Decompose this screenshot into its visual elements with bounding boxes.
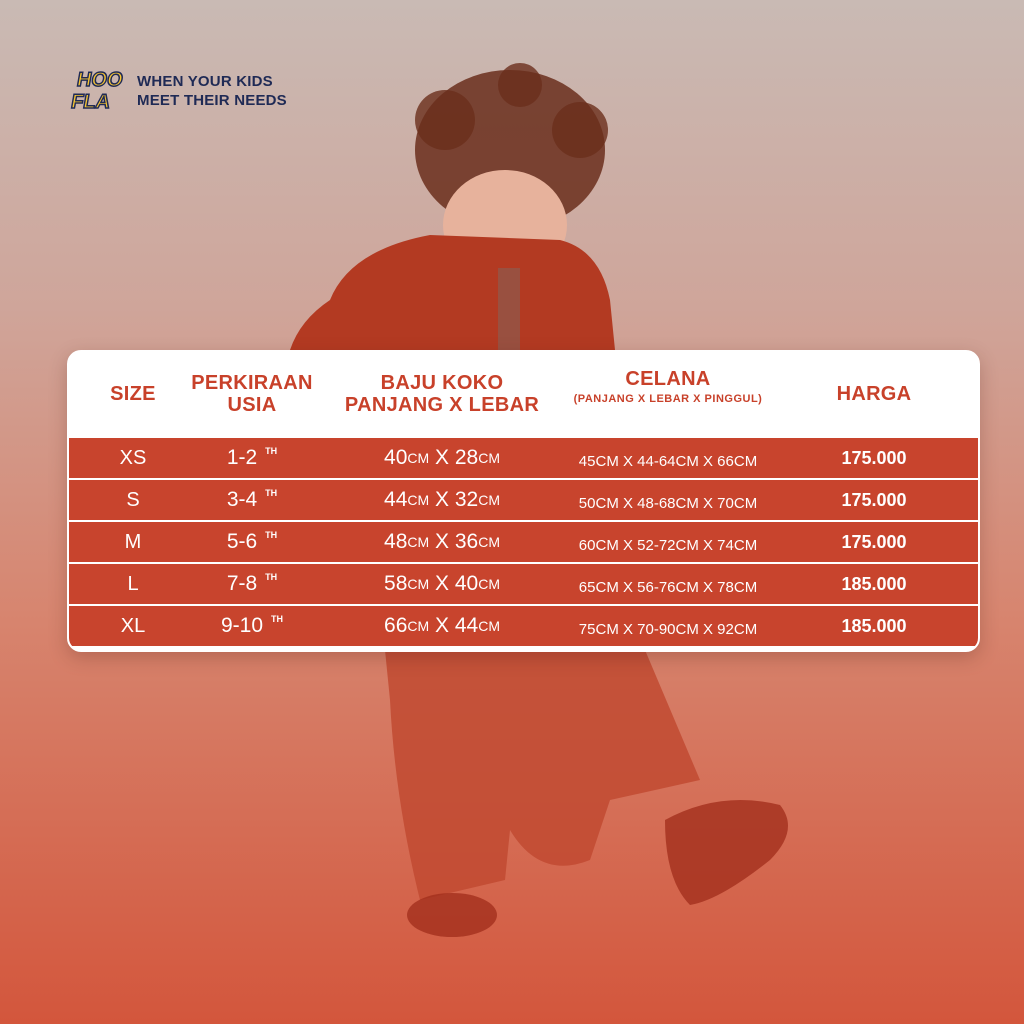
header-celana: CELANA (PANJANG X LEBAR X PINGGUL) [573,368,763,405]
header-size: SIZE [110,383,156,405]
cell-celana: 50CM X 48-68CM X 70CM [578,494,758,512]
table-row [69,436,978,478]
cell-age: 3-4 TH [226,488,278,511]
table-row [69,520,978,562]
cell-celana: 65CM X 56-76CM X 78CM [578,578,758,596]
cell-age: 7-8 TH [226,572,278,595]
cell-age: 9-10 TH [220,614,284,637]
cell-age: 5-6 TH [226,530,278,553]
tagline-line2: MEET THEIR NEEDS [137,92,287,109]
cell-baju-koko: 66 CM X 44 CM [384,614,500,637]
header-baju-koko: BAJU KOKO PANJANG X LEBAR [344,372,540,416]
cell-harga: 175.000 [841,489,907,510]
cell-size: S [126,488,140,511]
cell-baju-koko: 40 CM X 28 CM [384,446,500,469]
cell-celana: 75CM X 70-90CM X 92CM [578,620,758,638]
cell-harga: 185.000 [841,615,907,636]
cell-harga: 175.000 [841,531,907,552]
header-harga: HARGA [836,383,912,405]
header-age: PERKIRAAN USIA [191,372,313,416]
table-row [69,478,978,520]
cell-baju-koko: 58 CM X 40 CM [384,572,500,595]
table-row [69,562,978,604]
table-body [69,436,978,646]
cell-size: XS [119,446,147,469]
cell-baju-koko: 48 CM X 36 CM [384,530,500,553]
cell-harga: 175.000 [841,447,907,468]
cell-age: 1-2 TH [226,446,278,469]
brand-tagline [137,72,287,110]
cell-baju-koko: 44 CM X 32 CM [384,488,500,511]
cell-size: M [124,530,142,553]
svg-text:FLA: FLA [69,91,113,113]
cell-celana: 60CM X 52-72CM X 74CM [578,536,758,554]
size-chart-table [67,350,980,652]
table-header [69,352,978,436]
svg-text:HOO: HOO [75,69,125,91]
brand-logo [68,64,128,116]
cell-size: XL [120,614,146,637]
table-row [69,604,978,646]
cell-harga: 185.000 [841,573,907,594]
cell-celana: 45CM X 44-64CM X 66CM [578,452,758,470]
tagline-line1: WHEN YOUR KIDS [137,73,273,90]
cell-size: L [127,572,139,595]
